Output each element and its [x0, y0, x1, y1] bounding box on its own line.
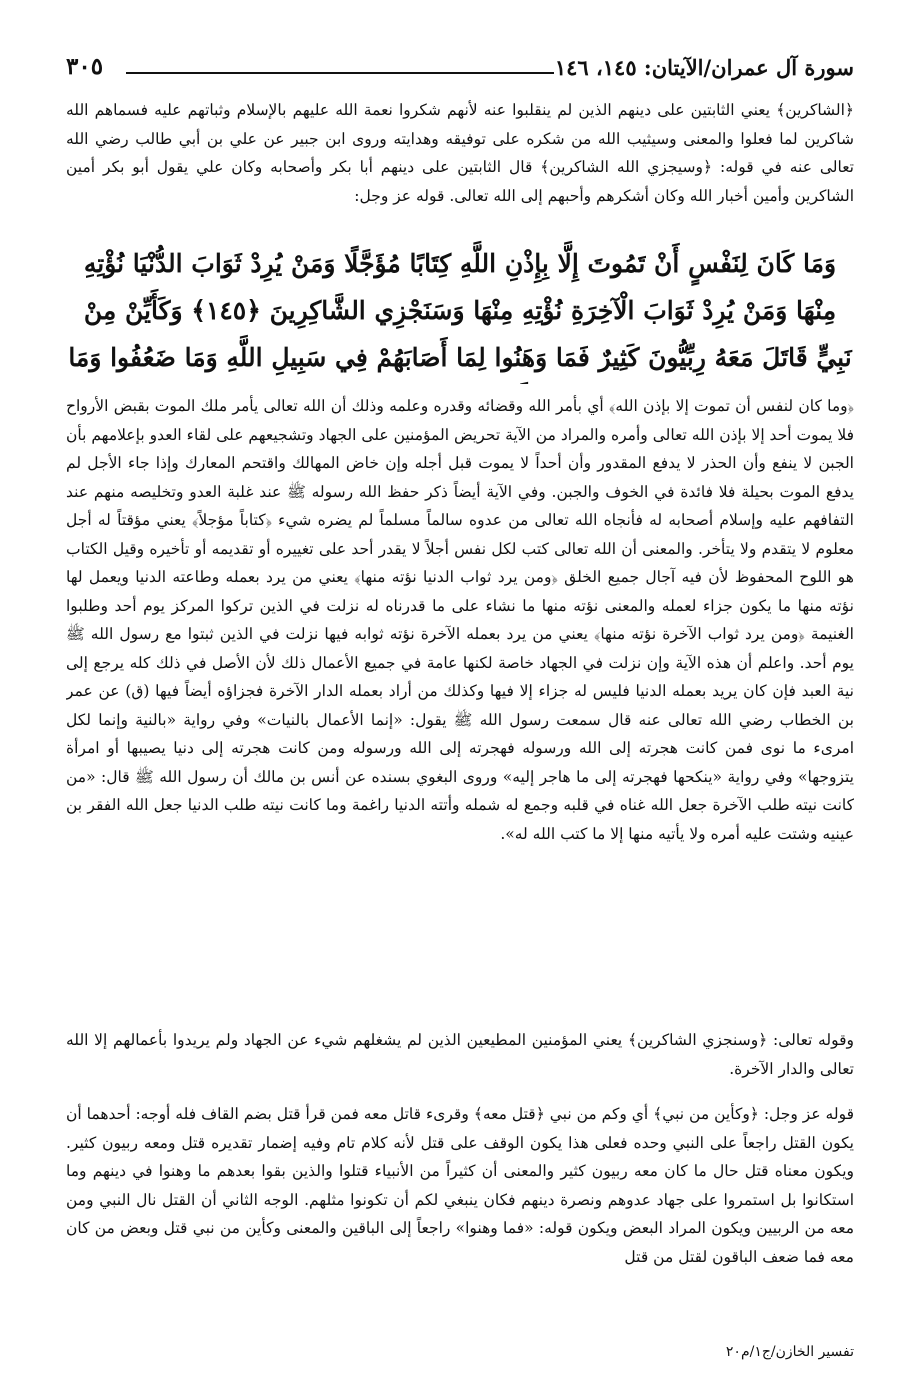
footer-signature: تفسير الخازن/ج١/م٢٠	[725, 1344, 854, 1360]
quran-verse-block: وَمَا كَانَ لِنَفْسٍ أَنْ تَمُوتَ إِلَّا بِإِذْنِ اللَّهِ كِتَابًا مُؤَجَّلًا وَمَنْ يُرِدْ ثَوَابَ الدُّنْيَا نُؤْتِهِ مِنْهَا وَمَنْ يُرِدْ ثَوَابَ الْآخِرَةِ نُؤْتِهِ مِنْهَا وَسَنَجْزِي الشَّاكِرِينَ ﴿١٤٥﴾ وَكَأَيِّنْ مِنْ نَبِيٍّ قَاتَلَ مَعَهُ رِبِّيُّونَ كَثِيرٌ فَمَا وَهَنُوا لِمَا أَصَابَهُمْ فِي سَبِيلِ اللَّهِ وَمَا ضَعُفُوا وَمَا	[68, 249, 852, 372]
paragraph-kaayyin: قوله عز وجل: ﴿وكأين من نبي﴾ أي وكم من نبي ﴿قتل معه﴾ وقرىء قاتل معه فمن قرأ قتل بضم القاف فله أوجه: أحدهما أن يكون القتل راجعاً على النبي وحده فعلى هذا يكون الوقف على قتل لأنه كلام تام وفيه إضمار تقديره قتل ومعه ربيون كثير. ويكون معناه قتل حال ما كان معه ربيون كثير والمعنى أن كثيراً من الأنبياء قتلوا والذين بقوا بعدهم ما وهنوا في دينهم وما استكانوا بل استمروا على جهاد عدوهم ونصرة دينهم فكان ينبغي لكم أن تكونوا مثلهم. الوجه الثاني أن القتل نال النبي ومن معه من الربيين ويكون المراد البعض ويكون قوله: «فما وهنوا» راجعاً إلى الباقين والمعنى وكأين من نبي قتل وبعض من كان معه فما ضعف الباقون لقتل من قتل	[66, 1105, 854, 1266]
running-header	[66, 55, 854, 89]
paragraph-intro: ﴿الشاكرين﴾ يعني الثابتين على دينهم الذين لم ينقلبوا عنه لأنهم شكروا نعمة الله عليهم بالإسلام وثباتهم عليه فسماهم الله شاكرين لما فعلوا والمعنى وسيثيب الله من شكره على توفيقه وهدايته وروى ابن جبير عن علي بن أبي طالب رضي الله تعالى عنه في قوله: ﴿وسيجزي الله الشاكرين﴾ قال الثابتين على دينهم أبا بكر وأصحابه وكان علي يقول أبو بكر أمين الشاكرين وأمين أخبار الله وكان أشكرهم وأحبهم إلى الله تعالى. قوله عز وجل:	[66, 101, 854, 205]
paragraph-commentary: ﴿وما كان لنفس أن تموت إلا بإذن الله﴾ أي بأمر الله وقضائه وقدره وعلمه وذلك أن الله تعالى يأمر ملك الموت بقبض الأرواح فلا يموت أحد إلا بإذن الله تعالى وأمره والمراد من الآية تحريض المؤمنين على الجهاد وتشجيعهم على لقاء العدو بإعلامهم بأن الجبن لا ينفع وأن الحذر لا يدفع المقدور وأن أحداً لا يموت قبل أجله وإن خاض المهالك واقتحم المعارك وإذا جاء الأجل لم يدفع الموت بحيلة فلا فائدة في الخوف والجبن. وفي الآية أيضاً ذكر حفظ الله رسوله ﷺ عند غلبة العدو وتخليصه منهم عند التفافهم عليه وإسلام أصحابه له فأنجاه الله تعالى من عدوه سالماً مسلماً لم يضره شيء ﴿كتاباً مؤجلاً﴾ يعني مؤقتاً له أجل معلوم لا يتقدم ولا يتأخر. والمعنى أن الله تعالى كتب لكل نفس أجلاً لا يقدر أحد على تغييره أو تقديمه أو تأخيره وقيل الكتاب هو اللوح المحفوظ لأن فيه آجال جميع الخلق ﴿ومن يرد ثواب الدنيا نؤته منها﴾ يعني من يرد بعمله وطاعته الدنيا ويعمل لها نؤته منها ما يكون جزاء لعمله والمعنى نؤته منها ما نشاء على ما قدرناه له نزلت في الذين تركوا المركز يوم أحد وطلبوا الغنيمة ﴿ومن يرد ثواب الآخرة نؤته منها﴾ يعني من يرد بعمله الآخرة نؤته ثوابه فيها نزلت في الذين ثبتوا مع رسول الله ﷺ يوم أحد. واعلم أن هذه الآية وإن نزلت في الجهاد خاصة لكنها عامة في جميع الأعمال ذلك لأن الأصل في ذلك كله يرجع إلى نية العبد فإن كان يريد بعمله الدنيا فليس له جزاء إلا فيها وكذلك من أراد بعمله الدار الآخرة فجزاؤه أيضاً فيها (ق) عن عمر بن الخطاب رضي الله تعالى عنه قال سمعت رسول الله ﷺ يقول: «إنما الأعمال بالنيات» وفي رواية «بالنية وإنما لكل امرىء ما نوى فمن كانت هجرته إلى الله ورسوله فهجرته إلى الله ورسوله ومن كانت هجرته إلى دنيا يصيبها أو امرأة يتزوجها» وفي رواية «ينكحها فهجرته إلى ما هاجر إليه» وروى البغوي بسنده عن أنس بن مالك أن رسول الله ﷺ قال: «من كانت نيته طلب الآخرة جعل الله غناه في قلبه وجمع له شمله وأتته الدنيا راغمة وما كانت نيته طلب الدنيا جعل الله الفقر بن عينيه وشتت عليه أمره ولا يأتيه منها إلا ما كتب الله له».	[66, 397, 854, 843]
header-title: سورة آل عمران/الآيتان: ١٤٥، ١٤٦	[554, 55, 854, 80]
page-number: ٣٠٥	[66, 53, 104, 80]
header-rule	[126, 72, 554, 74]
main-text	[66, 96, 854, 1334]
paragraph-shakirin: وقوله تعالى: ﴿وسنجزي الشاكرين﴾ يعني المؤمنين المطيعين الذين لم يشغلهم شيء عن الجهاد ولم يريدوا بأعمالهم إلا الله تعالى والدار الآخرة.	[66, 1031, 854, 1078]
